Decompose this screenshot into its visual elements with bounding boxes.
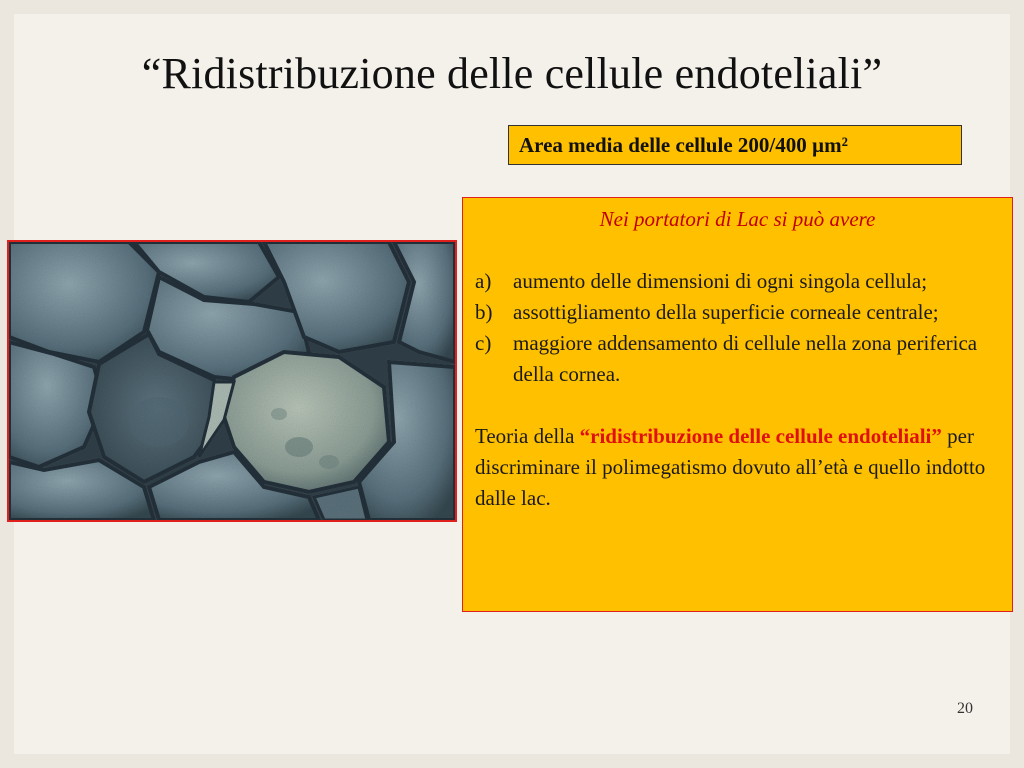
info-box bbox=[462, 197, 1013, 612]
list-item bbox=[475, 328, 1000, 390]
page-number: 20 bbox=[957, 700, 973, 717]
list-marker: b) bbox=[475, 300, 493, 324]
list-item bbox=[475, 266, 1000, 297]
list-marker: a) bbox=[475, 269, 492, 293]
theory-suffix: per discriminare il polimegatismo dovuto all’età e quello indotto dalle lac. bbox=[475, 424, 986, 510]
list-item bbox=[475, 297, 1000, 328]
area-info-box: Area media delle cellule 200/400 µm² bbox=[508, 125, 962, 165]
effects-list bbox=[475, 266, 1000, 390]
endothelial-cells-micrograph bbox=[7, 240, 457, 522]
list-item-text: aumento delle dimensioni di ogni singola cellula; bbox=[513, 269, 928, 293]
theory-paragraph bbox=[475, 421, 1000, 514]
list-item-text: maggiore addensamento di cellule nella zona periferica della cornea. bbox=[513, 331, 978, 386]
theory-prefix: Teoria della bbox=[475, 424, 580, 448]
list-item-text: assottigliamento della superficie corneale centrale; bbox=[513, 300, 939, 324]
theory-highlight: “ridistribuzione delle cellule endoteliali” bbox=[579, 424, 942, 448]
slide-title: “Ridistribuzione delle cellule endoteliali” bbox=[141, 49, 883, 98]
list-marker: c) bbox=[475, 331, 492, 355]
intro-heading: Nei portatori di Lac si può avere bbox=[599, 207, 876, 231]
